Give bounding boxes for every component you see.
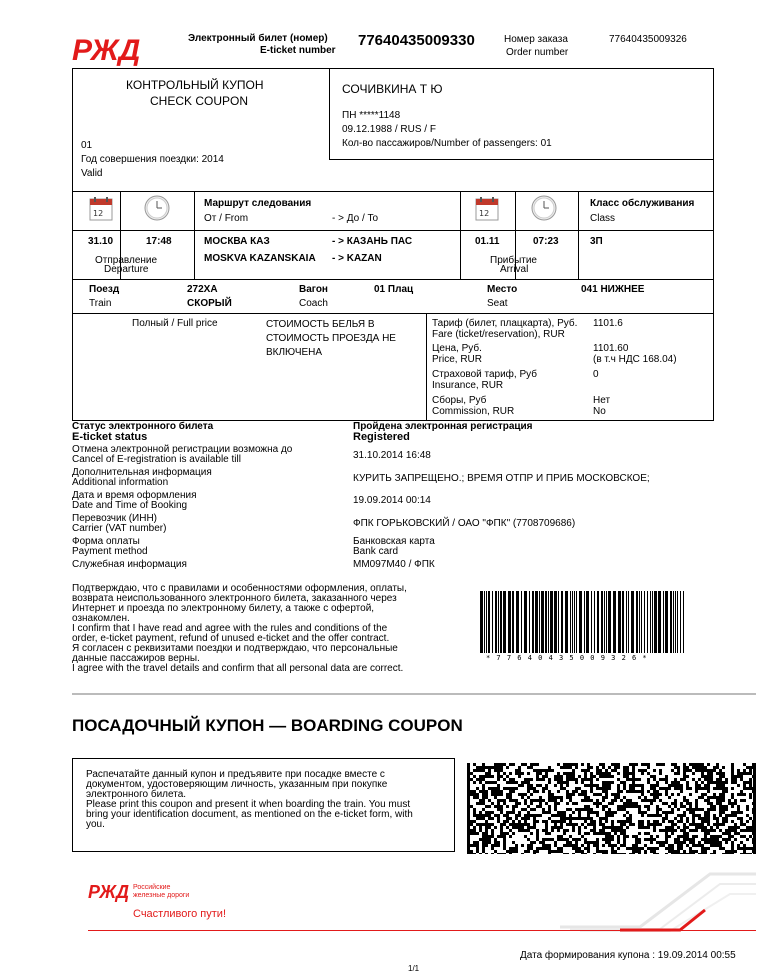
passenger-count: Кол-во пассажиров/Number of passengers: 01 [342, 138, 552, 149]
booking-label-ru: Дата и время оформления [72, 490, 197, 501]
order-number: 77640435009326 [609, 34, 687, 45]
ticket-barcode [480, 591, 687, 653]
agreement-line: ознакомлен. [72, 613, 130, 624]
train-label-ru: Поезд [89, 284, 120, 295]
cancel-label-en: Cancel of E-registration is available till [72, 454, 241, 465]
coach-label-ru: Вагон [299, 284, 328, 295]
service-value: ММ097М40 / ФПК [353, 559, 435, 570]
payment-value-ru: Банковская карта [353, 536, 435, 547]
departure-date: 31.10 [88, 236, 114, 247]
cancel-label-ru: Отмена электронной регистрации возможна до [72, 444, 293, 455]
from-label: От / From [204, 213, 249, 224]
carrier-label-en: Carrier (VAT number) [72, 523, 167, 534]
from-station-ru: МОСКВА КАЗ [204, 236, 270, 247]
class-label-en: Class [590, 213, 616, 224]
eticket-label-ru: Электронный билет (номер) [188, 33, 328, 44]
order-label-ru: Номер заказа [504, 34, 568, 45]
barcode-caption: * 7 7 6 4 0 4 3 5 0 0 9 3 2 6 * [486, 654, 648, 662]
addinfo-label-ru: Дополнительная информация [72, 467, 212, 478]
tariff-label-en: Fare (ticket/reservation), RUR [432, 329, 565, 340]
departure-label-en: Departure [104, 264, 149, 275]
route-label: Маршрут следования [204, 198, 312, 209]
tariff-label-ru: Тариф (билет, плацкарта), Руб. [432, 318, 578, 329]
passenger-name: СОЧИВКИНА Т Ю [342, 82, 443, 96]
train-label-en: Train [89, 298, 112, 309]
calendar-icon [89, 197, 113, 221]
status-label-ru: Статус электронного билета [72, 421, 214, 432]
status-value-ru: Пройдена электронная регистрация [353, 421, 533, 432]
insurance-value: 0 [593, 369, 599, 380]
insurance-label-en: Insurance, RUR [432, 380, 504, 391]
to-label: - > До / To [332, 213, 379, 224]
boarding-line: you. [86, 819, 105, 830]
clock-icon [531, 195, 557, 221]
agreement-line: Интернет и проезда по электронному билету, а также с офертой, [72, 603, 375, 614]
addinfo-value: КУРИТЬ ЗАПРЕЩЕНО.; ВРЕМЯ ОТПР И ПРИБ МОСКОВСКОЕ; [353, 473, 650, 484]
price-value: 1101.60 [593, 343, 629, 354]
coupon-title-en: CHECK COUPON [150, 94, 249, 108]
section-divider [72, 693, 756, 695]
agreement-line: I confirm that I have read and agree with the rules and conditions of the [72, 623, 388, 634]
coupon-title-ru: КОНТРОЛЬНЫЙ КУПОН [126, 78, 264, 92]
valid-label: Valid [81, 168, 103, 179]
price-label-ru: Цена, Руб. [432, 343, 482, 354]
bedding-note: СТОИМОСТЬ БЕЛЬЯ В СТОИМОСТЬ ПРОЕЗДА НЕ ВКЛЮЧЕНА [266, 319, 396, 358]
boarding-line: электронного билета. [86, 789, 187, 800]
service-label: Служебная информация [72, 559, 187, 570]
agreement-line: order, e-ticket payment, refund of unused e-ticket and the offer contract. [72, 633, 390, 644]
eticket-label-en: E-ticket number [260, 45, 336, 56]
coach-label-en: Coach [299, 298, 328, 309]
tariff-value: 1101.6 [593, 318, 623, 329]
agreement-line: Подтверждаю, что с правилами и особенностями оформления, оплаты, [72, 583, 407, 594]
carrier-value: ФПК ГОРЬКОВСКИЙ / ОАО "ФПК" (7708709686) [353, 518, 576, 529]
footer-red-line [88, 930, 756, 931]
seat-label-ru: Место [487, 284, 518, 295]
passport-number: ПН *****1148 [342, 110, 401, 121]
page-number: 1/1 [408, 964, 420, 973]
order-label-en: Order number [506, 47, 569, 58]
booking-label-en: Date and Time of Booking [72, 500, 188, 511]
arrival-time: 07:23 [533, 236, 559, 247]
payment-label-en: Payment method [72, 546, 148, 557]
booking-value: 19.09.2014 00:14 [353, 495, 431, 506]
class-value: 3П [590, 236, 603, 247]
to-station-en: - > KAZAN [332, 253, 382, 264]
status-value-en: Registered [353, 431, 410, 443]
boarding-2d-barcode [467, 763, 756, 854]
status-label-en: E-ticket status [72, 431, 148, 443]
payment-label-ru: Форма оплаты [72, 536, 140, 547]
boarding-line: Распечатайте данный купон и предъявите при посадке вместе с [86, 769, 385, 780]
boarding-line: документом, удостоверяющим личность, указанным при покупке [86, 779, 388, 790]
trip-year: Год совершения поездки: 2014 [81, 154, 224, 165]
from-station-en: MOSKVA KAZANSKAIA [204, 253, 316, 264]
footer-swoosh [560, 872, 756, 932]
coach-value: 01 Плац [374, 284, 414, 295]
agreement-line: возврата неиспользованного электронного билета, заказанного через [72, 593, 397, 604]
arrival-label-en: Arrival [500, 264, 529, 275]
arrival-label-ru: Прибытие [490, 255, 537, 266]
departure-time: 17:48 [146, 236, 172, 247]
rzd-logo [72, 30, 152, 66]
payment-value-en: Bank card [353, 546, 399, 557]
calendar-icon [475, 197, 499, 221]
eticket-number: 77640435009330 [358, 32, 475, 49]
train-number: 272ХА [187, 284, 218, 295]
vat-note: (в т.ч НДС 168.04) [593, 354, 677, 365]
carrier-label-ru: Перевозчик (ИНН) [72, 513, 158, 524]
cancel-value: 31.10.2014 16:48 [353, 450, 431, 461]
agreement-line: данные пассажиров верны. [72, 653, 200, 664]
clock-icon [144, 195, 170, 221]
arrival-date: 01.11 [475, 236, 500, 247]
commission-value: Нет [593, 395, 611, 406]
svg-text:РЖД: РЖД [72, 34, 141, 66]
train-type: СКОРЫЙ [187, 298, 232, 309]
seat-label-en: Seat [487, 298, 508, 309]
boarding-title: ПОСАДОЧНЫЙ КУПОН — BOARDING COUPON [72, 716, 463, 735]
commission-label-en: Commission, RUR [432, 406, 515, 417]
price-type: Полный / Full price [132, 318, 218, 329]
generated-date: Дата формирования купона : 19.09.2014 00:55 [520, 950, 736, 961]
commission-label-ru: Сборы, Руб [432, 395, 487, 406]
boarding-line: bring your identification document, as mentioned on the e-ticket form, with [86, 809, 413, 820]
price-label-en: Price, RUR [432, 354, 483, 365]
boarding-line: Please print this coupon and present it when boarding the train. You must [86, 799, 411, 810]
agreement-line: Я согласен с реквизитами поездки и подтверждаю, что персональные [72, 643, 398, 654]
footer-logo [88, 880, 132, 902]
svg-text:12: 12 [93, 209, 104, 218]
to-station-ru: - > КАЗАНЬ ПАС [332, 236, 413, 247]
addinfo-label-en: Additional information [72, 477, 169, 488]
svg-text:12: 12 [479, 209, 490, 218]
birth-info: 09.12.1988 / RUS / F [342, 124, 436, 135]
company-name-line2: железные дороги [133, 892, 190, 899]
departure-label-ru: Отправление [95, 255, 158, 266]
coupon-code: 01 [81, 140, 93, 151]
seat-value: 041 НИЖНЕЕ [581, 284, 645, 295]
company-name-line1: Российские [133, 884, 171, 891]
svg-text:РЖД: РЖД [88, 882, 130, 902]
class-label-ru: Класс обслуживания [590, 198, 695, 209]
agreement-line: I agree with the travel details and confirm that all personal data are correct. [72, 663, 404, 674]
insurance-label-ru: Страховой тариф, Руб [432, 369, 537, 380]
commission-value-en: No [593, 406, 606, 417]
slogan: Счастливого пути! [133, 908, 227, 920]
